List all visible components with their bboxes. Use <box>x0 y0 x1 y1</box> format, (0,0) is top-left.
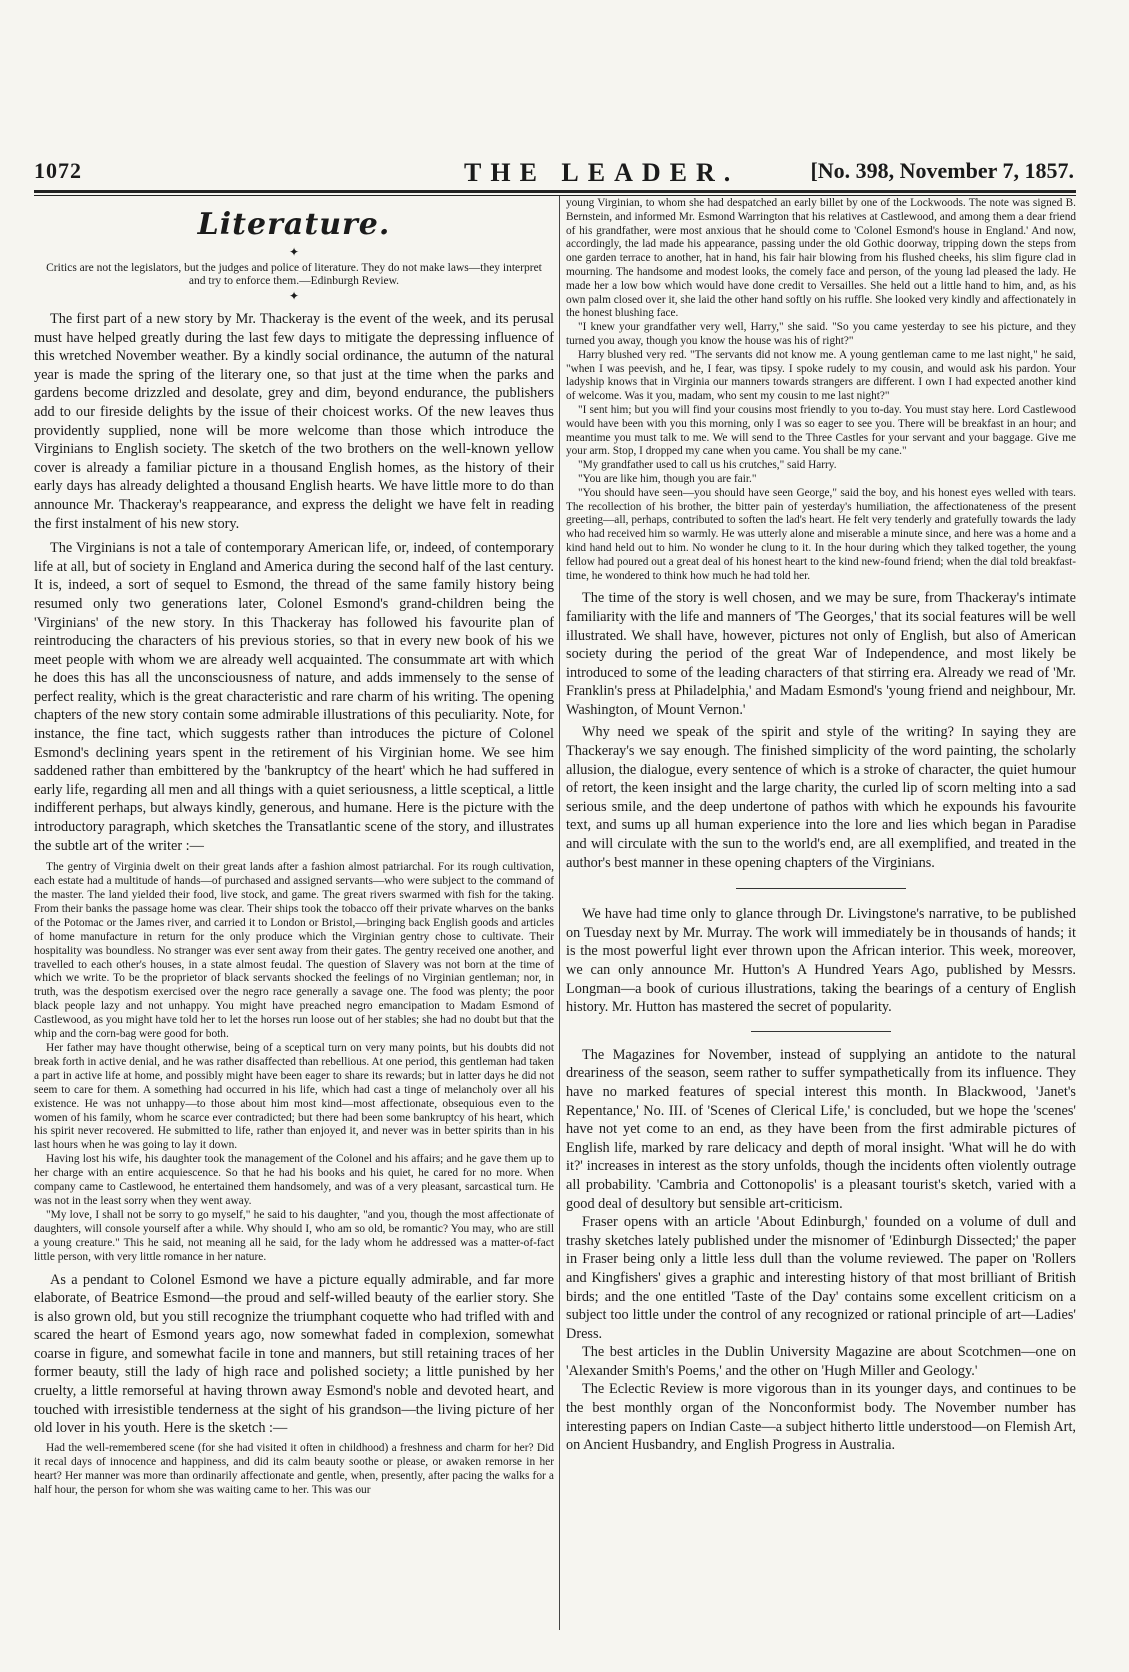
quoted-passage: Having lost his wife, his daughter took the management of the Colonel and his affairs; and he gave them up to her charge with an entire acquiescence. So that he had his books and his quiet, he cared for no more. When company came to Castlewood, he entertained them handsomely, and was of a very pleasant, sarcastical turn. He was not in the least sorry when they went away. <box>34 1153 554 1207</box>
quoted-passage: young Virginian, to whom she had despatched an early billet by one of the Lockwoods. The note was signed B. Bernstein, and informed Mr. Esmond Warrington that his relatives at Castlewood, and among them a dear friend of his grandfather, were most anxious that he should come to 'Colonel Esmond's house in England.' And now, accordingly, the lad made his appearance, passing under the old Gothic doorway, tripping down the steps from one garden terrace to another, hat in hand, his fair hair blowing from his flushed cheeks, his slim figure clad in mourning. The handsome and modest looks, the comely face and person, of the young lad pleased the lady. He made her a low bow which would have done credit to Versailles. She held out a little hand to him, and, as his own palm closed over it, she laid the other hand softly on his ruffle. She looked very kindly and affectionately in the honest blushing face. <box>566 197 1076 320</box>
page-number: 1072 <box>34 158 82 183</box>
left-column <box>34 197 554 1637</box>
section-title: Literature. <box>197 207 391 242</box>
article-paragraph: We have had time only to glance through Dr. Livingstone's narrative, to be published on Tuesday next by Mr. Murray. The work will immediately be in thousands of hands; it is the most powerful light ever thrown upon the African interior. This week, moreover, we can only announce Mr. Hutton's A Hundred Years Ago, published by Messrs. Longman—a book of curious illustrations, taking the bearings of a century of English history. Mr. Hutton has mastered the secret of popularity. <box>566 906 1076 1016</box>
quoted-passage: "My grandfather used to call us his crutches," said Harry. <box>578 459 837 472</box>
quoted-passage: Had the well-remembered scene (for she had visited it often in childhood) a freshness and charm for her? Did it recal days of innocence and happiness, and did its calm beauty soothe or please, or awaken remorse in her heart? Her manner was more than ordinarily affectionate and gentle, when, presently, after pacing the walks for a half hour, the person for whom she was waiting came to her. This was our <box>34 1441 554 1496</box>
article-paragraph: The first part of a new story by Mr. Thackeray is the event of the week, and its perusal must have helped greatly during the last few days to mitigate the depressing influence of this wretched November weather. By a kindly social ordinance, the autumn of the natural year is made the spring of the literary one, so that just at the time when the parks and gardens become drizzled and desolate, grey and dim, beyond endurance, the publishers add to our fireside delights by the issue of their choicest works. Of the new leaves thus providently supplied, none will be more welcome than those which introduce the Virginians to English society. The sketch of the two brothers on the well-known yellow cover is already a familiar picture in a thousand English homes, as the history of their early days has already delighted a thousand English hearts. We have little more to do than announce Mr. Thackeray's reappearance, and express the delight we have felt in reading the first instalment of his new story. <box>34 311 554 532</box>
section-separator <box>736 888 906 889</box>
quoted-passage: The gentry of Virginia dwelt on their great lands after a fashion almost patriarchal. For its rough cultivation, each estate had a multitude of hands—of purchased and assigned servants—who were subject to the command of the master. The land yielded their food, live stock, and game. The great rivers swarmed with fish for the taking. From their banks the passage home was clear. Their ships took the tobacco off their private wharves on the banks of the Potomac or the James river, and carried it to London or Bristol,—bringing back English goods and articles of home manufacture in return for the only produce which the Virginian gentry chose to cultivate. Their hospitality was boundless. No stranger was ever sent away from their gates. The gentry received one another, and travelled to each other's houses, in a state almost feudal. The question of Slavery was not born at the time of which we write. To be the proprietor of black servants shocked the feelings of no Virginian gentleman; nor, in truth, was the despotism exercised over the negro race generally a savage one. The food was plenty; the poor black people lazy and not unhappy. You might have preached negro emancipation to Madam Esmond of Castlewood, as you might have told her to let the horses run loose out of her stables; she had no doubt but that the whip and the corn-bag were good for both. <box>34 861 554 1041</box>
quoted-passage: "I sent him; but you will find your cousins most friendly to you to-day. You must stay here. Lord Castlewood would have been with you this morning, only I was so eager to see you. There will be breakfast in an hour; and meantime you must talk to me. We will send to the Three Castles for your servant and your baggage. Give me your arm. Stop, I dropped my cane when you came. You shall be my cane." <box>566 403 1076 458</box>
article-paragraph: The Virginians is not a tale of contemporary American life, or, indeed, of contemporary life at all, but of society in England and America during the second half of the last century. It is, indeed, a sort of sequel to Esmond, the thread of the same family history being resumed only two generations later, Colonel Esmond's grand-children being the 'Virginians' of the new story. In this Thackeray has followed his favourite plan of reintroducing the characters of his previous stories, so that in every new book of his we meet people with whom we are already well acquainted. The consummate art with which he does this has all the unconsciousness of nature, and adds immensely to the sense of perfect reality, which is the great characteristic and rare charm of his writing. The opening chapters of the new story contain some admirable illustrations of this peculiarity. Note, for instance, the fine tact, which suggests rather than introduces the picture of Colonel Esmond's declining years spent in the retirement of his Virginian home. We see him saddened rather than embittered by the 'bankruptcy of the heart' which he had suffered in early life, regarding all men and all things with a quiet seriousness, a little sceptical, a little indifferent perhaps, but always kindly, generous, and humane. Here is the picture with the introductory paragraph, which sketches the Transatlantic scene of the story, and illustrates the subtle art of the writer :— <box>34 540 554 854</box>
article-paragraph: As a pendant to Colonel Esmond we have a picture equally admirable, and far more elaborate, of Beatrice Esmond—the proud and self-willed beauty of the earlier story. She is also grown old, but you still recognize the triumphant coquette who had trifled with and scared the heart of Esmond years ago, now somewhat faded in complexion, somewhat coarse in figure, and somewhat facile in tone and manners, but still retaining traces of her former beauty, still the lady of high race and polished society; a little punished by her cruelty, a little remorseful at having thrown away Esmond's noble and devoted heart, and touched with irresistible tenderness at the sight of his grandson—the living picture of her old lover in his youth. Here is the sketch :— <box>34 1271 554 1437</box>
quoted-passage: "My love, I shall not be sorry to go myself," he said to his daughter, "and you, though the most affectionate of daughters, will console yourself after a while. Why should I, who am so old, be romantic? You may, who are still a young creature." This he said, not meaning all he said, for the lady whom he addressed was a matter-of-fact little person, with very little romance in her nature. <box>34 1208 554 1263</box>
masthead <box>34 156 1074 188</box>
ornament-icon: ✦ <box>288 289 300 303</box>
article-paragraph: Fraser opens with an article 'About Edinburgh,' founded on a volume of dull and trashy sketches lately published under the misnomer of 'Edinburgh Dissected;' the paper in Fraser being only a little less dull than the volume reviewed. The paper on 'Rollers and Kingfishers' gives a graphic and interesting history of that most brilliant of British birds; and the one entitled 'Taste of the Day' contains some excellent criticism on a subject too little under the control of any recognized or rational principle of art—Ladies' Dress. <box>566 1214 1076 1342</box>
article-paragraph: The best articles in the Dublin University Magazine are about Scotchmen—one on 'Alexander Smith's Poems,' and the other on 'Hugh Miller and Geology.' <box>566 1344 1076 1379</box>
masthead-rule-thin <box>34 195 1076 196</box>
column-divider <box>559 196 560 1630</box>
quoted-passage: "You should have seen—you should have seen George," said the boy, and his honest eyes welled with tears. The recollection of his brother, the bitter pain of yesterday's humiliation, the affectionateness of the present greeting—all, perhaps, contributed to soften the lad's heart. He felt very tenderly and gratefully towards the lady who had received him so warmly. He was utterly alone and miserable a minute since, and here was a home and a kind hand held out to him. No wonder he clung to it. In the hour during which they talked together, the young fellow had poured out a great deal of his honest heart to the kind new-found friend; when the dial told breakfast-time, he wondered to think how much he had told her. <box>566 486 1076 582</box>
epigraph: Critics are not the legislators, but the judges and police of literature. They do not make laws—they interpret and try to enforce them.—Edinburgh Review. <box>46 262 542 287</box>
quoted-passage: "I knew your grandfather very well, Harry," she said. "So you came yesterday to see his picture, and they turned you away, though you know the house was his of right?" <box>566 321 1076 347</box>
section-separator <box>751 1031 891 1032</box>
paper-title: THE LEADER. <box>464 158 740 187</box>
article-paragraph: The time of the story is well chosen, and we may be sure, from Thackeray's intimate familiarity with the life and manners of 'The Georges,' that its social features will be well illustrated. We shall have, however, pictures not only of English, but also of American society during the period of the great War of Independence, and most likely be introduced to some of the leading characters of that stirring era. Already we read of 'Mr. Franklin's press at Philadelphia,' and Madam Esmond's 'young friend and neighbour, Mr. Washington, of Mount Vernon.' <box>566 590 1076 718</box>
quoted-passage: "You are like him, though you are fair." <box>578 472 757 485</box>
masthead-rule-thick <box>34 190 1076 193</box>
issue-line: [No. 398, November 7, 1857. <box>810 158 1074 183</box>
article-paragraph: Why need we speak of the spirit and style of the writing? In saying they are Thackeray's we say enough. The finished simplicity of the word painting, the scholarly allusion, the dialogue, every sentence of which is a stroke of character, the quiet humour of retort, the keen insight and the large charity, the curled lip of scorn melting into a sad serious smile, and the deep undertone of pathos with which he expounds his favourite text, and sums up all human experience into the lore and lies which began in Paradise and will circulate with the sun to the world's end, are all exemplified, and treated in the author's best manner in these opening chapters of the Virginians. <box>566 724 1076 871</box>
quoted-passage: Harry blushed very red. "The servants did not know me. A young gentleman came to me last night," he said, "when I was peevish, and he, I fear, was tipsy. I spoke rudely to my cousin, and would ask his pardon. Your ladyship knows that in Virginia our manners towards strangers are different. I own I had expected another kind of welcome. Was it you, madam, who sent my cousin to me last night?" <box>566 348 1076 403</box>
article-paragraph: The Eclectic Review is more vigorous than in its younger days, and continues to be the best monthly organ of the Nonconformist body. The November number has interesting papers on Indian Caste—a subject hitherto little understood—on Flemish Art, on Ancient Husbandry, and English Progress in Australia. <box>566 1381 1076 1454</box>
right-column <box>566 197 1076 1637</box>
ornament-icon: ✦ <box>288 245 300 259</box>
article-paragraph: The Magazines for November, instead of supplying an antidote to the natural dreariness of the season, seem rather to suffer sympathetically from its influence. They have no marked features of special interest this month. In Blackwood, 'Janet's Repentance,' No. III. of 'Scenes of Clerical Life,' is concluded, but we hope the 'scenes' have not yet come to an end, as they have been from the first admirable pictures of English life, marked by rare delicacy and depth of moral insight. 'What will he do with it?' increases in interest as the story unfolds, though the incidents often violently outrage all probability. 'Cambria and Cottonopolis' is a pleasant tourist's sketch, varied with a good deal of desultory but sensible art-criticism. <box>566 1046 1076 1212</box>
quoted-passage: Her father may have thought otherwise, being of a sceptical turn on very many points, but his doubts did not break forth in active denial, and he was rather disaffected than rebellious. At one period, this gentleman had taken a part in active life at home, and possibly might have been eager to share its rewards; but in latter days he did not seem to care for them. A something had occurred in his life, which had cast a tinge of melancholy over all his existence. He was not unhappy—to those about him most kind—most affectionate, obsequious even to the women of his family, whom he scarce ever contradicted; but there had been some bankruptcy of his heart, which his spirit never recovered. He submitted to life, rather than enjoyed it, and never was in better spirits than in his last hours when he was going to lay it down. <box>34 1042 554 1152</box>
